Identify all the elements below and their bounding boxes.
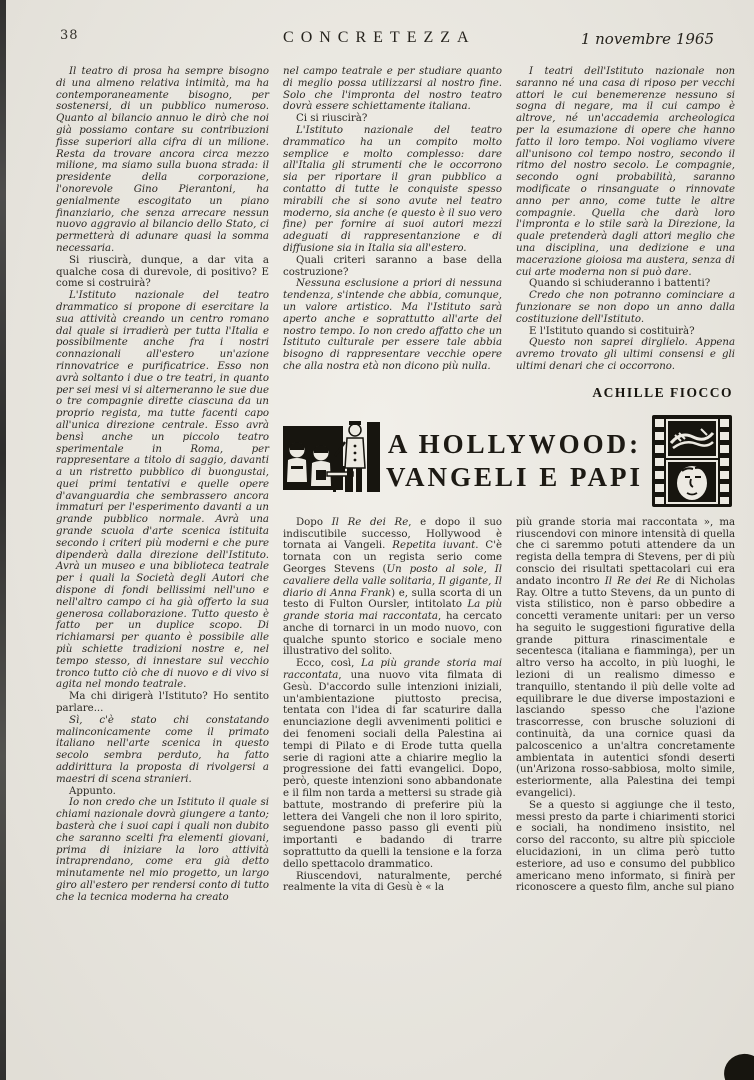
page-header — [60, 26, 714, 52]
paragraph: I teatri dell'Istituto nazionale non saranno né una casa di riposo per vecchi attori le cui benemerenze nessuno si sogna di negare, ma il cui campo è altrove, né un'accademia archeologica per la esumazione di opere che hanno fatto il loro tempo. Noi vogliamo vivere all'unisono col tempo nostro, secondo il ritmo del nostro secolo. Le compagnie, secondo ogni probabilità, saranno modificate o rinsanguate o rinnovate anno per anno, come tutte le altre compagnie. Quella che darà loro l'impronta e lo stile sarà la Direzione, la quale pretenderà dagli attori meglio che una disciplina, una dedizione e una macerazione gioiosa ma austera, senza di cui arte moderna non si può dare. — [516, 66, 736, 278]
paragraph: Se a questo si aggiunge che il testo, messi presto da parte i chiarimenti storici e sociali, ha nondimeno insistito, nel corso del racconto, su altre più spicciole elucidazioni, in un clima però tutto esteriore, ad uso e consumo del pubblico americano meno informato, si finirà per riconoscere a questo film, anche sul piano — [516, 799, 736, 894]
interview-column-1 — [56, 66, 269, 904]
filmstrip-icon — [649, 415, 735, 507]
audience-woodcut-illustration-icon — [283, 416, 380, 506]
paragraph: Questo non saprei dirglielo. Appena avremo trovato gli ultimi consensi e gli ultimi denari che ci occorrono. — [516, 337, 736, 372]
feature-header — [283, 415, 735, 507]
feature-column-2 — [516, 517, 735, 895]
interview-columns-2-3 — [283, 66, 735, 401]
interview-column-3-text — [516, 66, 735, 373]
feature-column-1 — [283, 517, 502, 895]
page-content — [56, 66, 736, 904]
feature-columns — [283, 517, 735, 895]
interview-column-3 — [516, 66, 735, 401]
paragraph: Nessuna esclusione a priori di nessuna tendenza, s'intende che abbia, comunque, un valore artistico. Ma l'Istituto sarà aperto anche e soprattutto all'arte del nostro tempo. Io non credo affatto che un Istituto culturale per essere tale abbia bisogno di rappresentare vecchie opere che alla nostra età non dicono più nulla. — [283, 278, 503, 372]
scan-artifact-left-edge — [0, 0, 6, 1080]
paragraph: Ci si riuscirà? — [296, 113, 368, 125]
paragraph: Dopo Il Re dei Re, e dopo il suo indiscutibile successo, Hollywood è tornata ai Vangeli. Repetita iuvant. C'è tornata con un regista serio come Georges Stevens (Un posto al sole, Il cavaliere della valle solitaria, Il gigante, Il diario di Anna Frank) e, sulla scorta di un testo di Fulton Oursler, intitolato La più grande storia mai raccontata, ha cercato anche di tornarci in un modo nuovo, con qualche spunto storico e sociale meno illustrativo del solito. — [283, 516, 503, 658]
page-number: 38 — [60, 28, 79, 43]
author-signature: ACHILLE FIOCCO — [592, 384, 734, 400]
paragraph: Si riuscirà, dunque, a dar vita a qualche cosa di durevole, di positivo? E come si costruirà? — [56, 254, 269, 290]
paragraph: Io non credo che un Istituto il quale si chiami nazionale dovrà giungere a tanto; basterà che i suoi capi i quali non dubito che saranno scelti fra elementi giovani, prima di iniziare la loro attività intraprendano, come era già detto minutamente nel mio progetto, un largo giro all'estero per rendersi conto di tutto che la tecnica moderna ha creato — [56, 797, 269, 903]
scan-artifact-corner — [719, 1048, 754, 1080]
feature-headline — [386, 428, 643, 494]
paragraph: Ma chi dirigerà l'Istituto? Ho sentito parlare... — [56, 691, 269, 715]
paragraph: L'Istituto nazionale del teatro drammatico ha un compito molto semplice e molto complesso: dare all'Italia gli strumenti che le occorrono sia per riportare il gran pubblico a contatto di tutte le conquiste spesso mirabili che si sono avute nel teatro moderno, sia anche (e questo è il suo vero fine) per fornire ai suoi autori mezzi adeguati di rappresentanzione e di diffusione sia in Italia sia all'estero. — [283, 124, 503, 254]
paragraph: Quali criteri saranno a base della costruzione? — [283, 254, 503, 278]
paragraph: Ecco, così, La più grande storia mai raccontata, una nuovo vita filmata di Gesù. D'accordo sulle intenzioni iniziali, un'ambientazione piuttosto precisa, tentata con l'idea di far scaturire dalla enunciazione degli avvenimenti politici e dei fenomeni sociali della Palestina ai tempi di Pilato e di Erode tutta quella serie di ragioni atte a chiarire meglio la progressione dei fatti evangelici. Dopo, però, queste intenzioni sono abbandonate e il film non tarda a mettersi su strade già battute, mostrando di preferire più la lettera dei Vangeli che non il loro spirito, seguendone passo passo gli eventi più importanti e badando di trarre soprattutto da quelli la tensione e la forza dello spettacolo drammatico. — [283, 658, 503, 870]
paragraph: L'Istituto nazionale del teatro drammatico si propone di esercitare la sua attività creando un centro romano dal quale si irradierà per tutta l'Italia e possibilmente anche fra i nostri connazionali all'estero un'azione rinnovatrice e purificatrice. Esso non avrà soltanto i due o tre teatri, in quanto per sei mesi vi si alterneranno le sue due o tre compagnie dirette ciascuna da un proprio regista, ma tutte facenti capo all'unica direzione centrale. Esso avrà bensì anche un piccolo teatro sperimentale in Roma, per rappresentare a titolo di saggio, davanti a un ristretto pubblico di buongustai, quei primi tentativi e quelle opere d'avanguardia che sembrassero ancora immaturi per l'esperimento davanti a un grande pubblico normale. Avrà una grande scuola d'arte scenica istituita secondo i criteri più moderni e che pure dipenderà dalla direzione dell'Istituto. Avrà un museo e una biblioteca teatrale per i quali la Società degli Autori che dispone di fondi bellissimi nell'uno e nell'altro campo ci ha già offerto la sua generosa collaborazione. Tutto questo è fatto per un duplice scopo. Di richiamarsi per quanto è possibile alle più schiette tradizioni nostre e, nel tempo stesso, di innestare sul vecchio tronco tutto ciò che di nuovo e di vivo si agita nel mondo teatrale. — [56, 290, 269, 691]
right-zone — [283, 66, 735, 894]
paragraph: Il teatro di prosa ha sempre bisogno di una almeno relativa intimità, ma ha contemporaneamente bisogno, per sostenersi, di un pubblico numeroso. Quanto al bilancio annuo le dirò che noi già possiamo contare su contribuzioni fisse superiori alla cifra di un milione. Resta da trovare ancora circa mezzo milione, ma siamo sulla buona strada: il presidente della corporazione, l'onorevole Gino Pierantoni, ha genialmente escogitato un piano finanziario, che senza arrecare nessun nuovo aggravio al bilancio dello Stato, ci permetterà di adunare quasi la somma necessaria. — [56, 66, 269, 254]
feature-article — [283, 415, 735, 895]
paragraph: E l'Istituto quando si costituirà? — [529, 325, 695, 337]
paragraph: Riuscendovi, naturalmente, perché realmente la vita di Gesù è « la — [283, 870, 503, 894]
issue-date: 1 novembre 1965 — [580, 30, 714, 48]
headline-line-1: A HOLLYWOOD: — [387, 428, 642, 459]
paragraph: Credo che non potranno cominciare a funzionare se non dopo un anno dalla costituzione dell'Istituto. — [516, 290, 736, 325]
headline-line-2: VANGELI E PAPI — [386, 461, 644, 492]
paragraph: nel campo teatrale e per studiare quanto di meglio possa utilizzarsi al nostro fine. Solo che l'impronta del nostro teatro dovrà essere schiettamente italiana. — [283, 66, 503, 113]
paragraph: più grande storia mai raccontata », ma riuscendovi con minore intensità di quella che ci saremmo potuti attendere da un regista della tempra di Stevens, per di più conscio dei risultati spettacolari cui era andato incontro Il Re dei Re di Nicholas Ray. Oltre a tutto Stevens, da un punto di vista stilistico, non è parso obbedire a concetti veramente unitari: per un verso ha seguito le suggestioni figurative della grande pittura rinascimentale e secentesca (italiana e fiamminga), per un altro verso ha accolto, in più luoghi, le lezioni di un realismo dimesso e tranquillo, stentando il più delle volte ad equilibrare le due diverse impostazioni e lasciando spesso che l'azione trascorresse, con brusche soluzioni di continuità, da una cornice quasi da palcoscenico a un'altra concretamente ambientata in autentici sfondi deserti (un'Arizona rosso-sabbiosa, molto simile, esteriormente, alla Palestina dei tempi evangelici). — [516, 516, 736, 800]
interview-column-2 — [283, 66, 502, 373]
masthead-title: CONCRETEZZA — [283, 29, 476, 46]
paragraph: Sì, c'è stato chi constatando malinconicamente come il primato italiano nell'arte scenica in questo secolo sembra perduto, ha fatto addirittura la proposta di rivolgersi a maestri di scena stranieri. — [56, 714, 269, 785]
paragraph: Appunto. — [69, 785, 116, 797]
paragraph: Quando si schiuderanno i battenti? — [529, 278, 711, 290]
